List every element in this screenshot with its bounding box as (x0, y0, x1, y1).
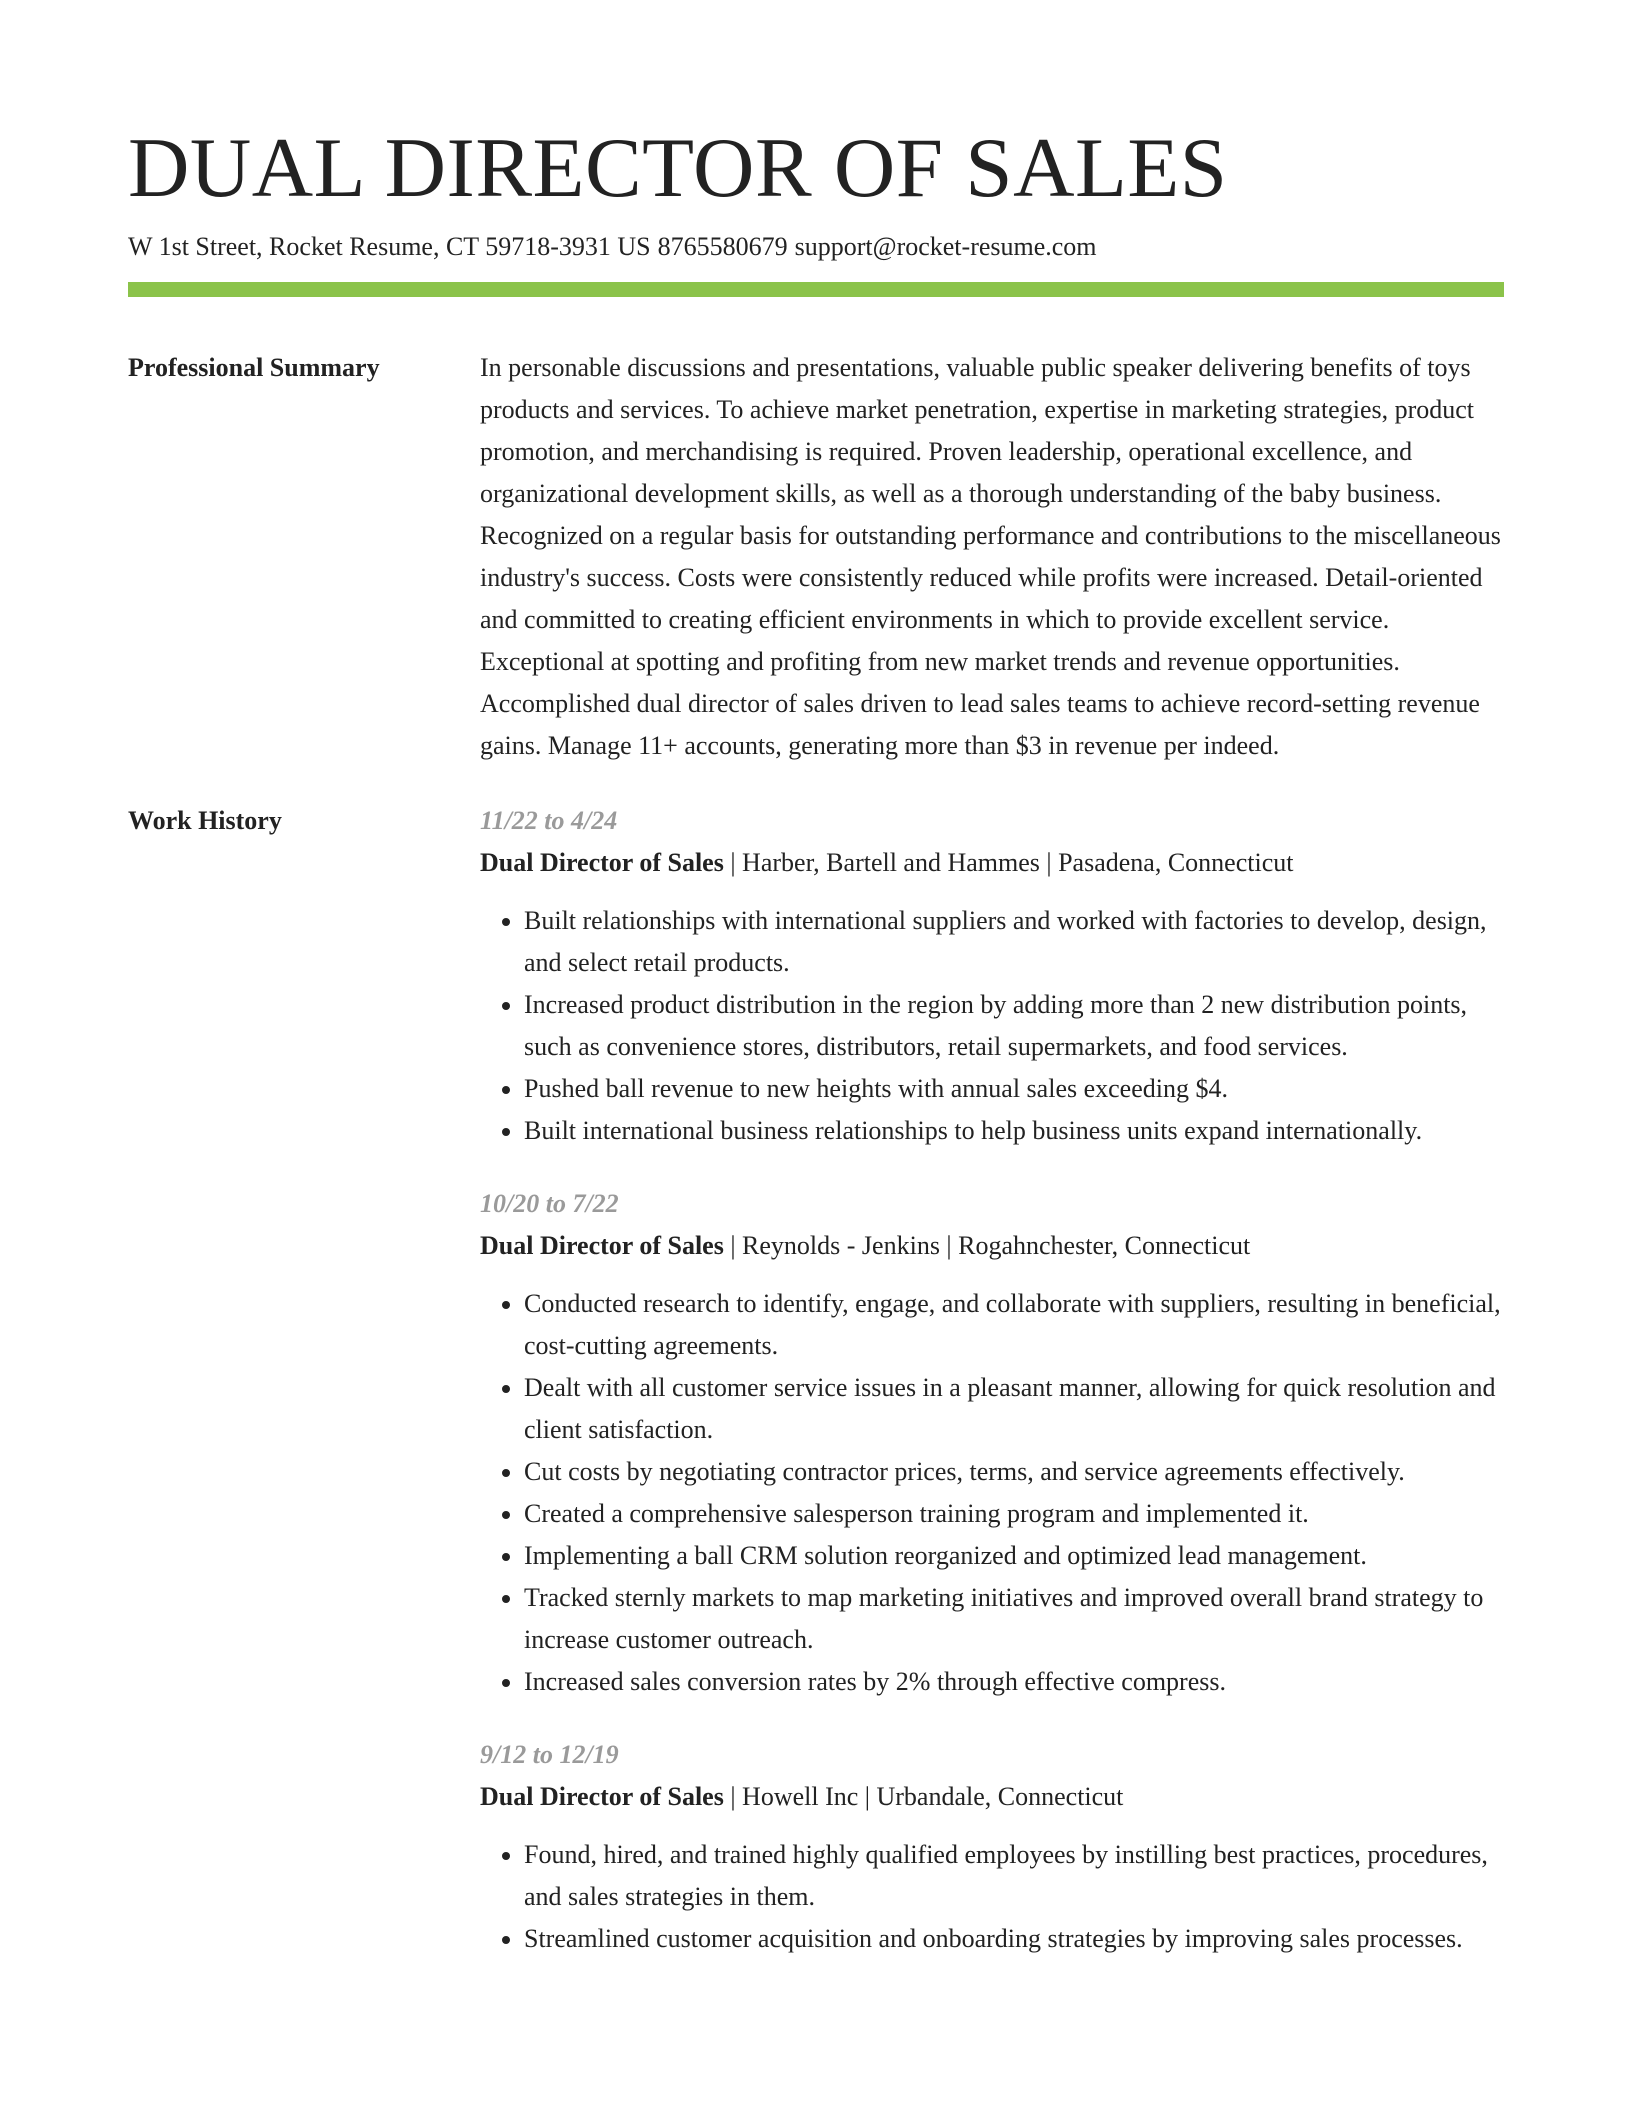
section-label-work-history: Work History (128, 806, 282, 835)
job-bullet: • Pushed ball revenue to new heights with annual sales exceeding $4. (524, 1068, 1504, 1110)
job-bullet: • Cut costs by negotiating contractor prices, terms, and service agreements effectively. (524, 1451, 1504, 1493)
job-bullet: • Conducted research to identify, engage, and collaborate with suppliers, resulting in beneficial, cost-cutting agreements. (524, 1283, 1504, 1367)
job-bullets (480, 1283, 1504, 1703)
accent-divider (128, 282, 1504, 297)
job-title: Dual Director of Sales (480, 848, 724, 877)
job-bullet: • Tracked sternly markets to map marketing initiatives and improved overall brand strategy to increase customer outreach. (524, 1577, 1504, 1661)
job-bullet: • Created a comprehensive salesperson training program and implemented it. (524, 1493, 1504, 1535)
job-bullet: • Increased product distribution in the region by adding more than 2 new distribution points, such as convenience stores, distributors, retail supermarkets, and food services. (524, 984, 1504, 1068)
summary-text: In personable discussions and presentations, valuable public speaker delivering benefits of toys products and services. To achieve market penetration, expertise in marketing strategies, product promotion, and merchandising is required. Proven leadership, operational excellence, and organizational development skills, as well as a thorough understanding of the baby business. Recognized on a regular basis for outstanding performance and contributions to the miscellaneous industry's success. Costs were consistently reduced while profits were increased. Detail-oriented and committed to creating efficient environments in which to provide excellent service. Exceptional at spotting and profiting from new market trends and revenue opportunities. Accomplished dual director of sales driven to lead sales teams to achieve record-setting revenue gains. Manage 11+ accounts, generating more than $3 in revenue per indeed. (480, 353, 1501, 760)
job-bullet: • Increased sales conversion rates by 2% through effective compress. (524, 1661, 1504, 1703)
contact-address: W 1st Street, Rocket Resume, CT 59718-3931 US (128, 232, 651, 261)
job-employer-location: | Reynolds - Jenkins | Rogahnchester, Connecticut (723, 1231, 1251, 1260)
job-dates: 10/20 to 7/22 (480, 1189, 619, 1218)
contact-line (128, 230, 1504, 264)
job-entry (480, 800, 1504, 1152)
job-employer-location: | Howell Inc | Urbandale, Connecticut (723, 1782, 1124, 1811)
job-title: Dual Director of Sales (480, 1231, 724, 1260)
job-heading (480, 1225, 1504, 1267)
job-bullets (480, 1834, 1504, 1960)
job-entry (480, 1734, 1504, 1960)
resume-page (128, 118, 1504, 1960)
job-heading (480, 1776, 1504, 1818)
job-bullet: • Streamlined customer acquisition and onboarding strategies by improving sales processes. (524, 1918, 1504, 1960)
job-bullet: • Built relationships with international suppliers and worked with factories to develop, design, and select retail products. (524, 900, 1504, 984)
professional-summary-section (128, 347, 1504, 767)
contact-email: support@rocket-resume.com (794, 232, 1097, 261)
work-history-section (128, 800, 1504, 1960)
job-dates: 11/22 to 4/24 (480, 806, 618, 835)
job-title: Dual Director of Sales (480, 1782, 724, 1811)
job-entry (480, 1183, 1504, 1703)
job-bullets (480, 900, 1504, 1152)
job-employer-location: | Harber, Bartell and Hammes | Pasadena, Connecticut (723, 848, 1294, 877)
job-bullet: • Dealt with all customer service issues in a pleasant manner, allowing for quick resolution and client satisfaction. (524, 1367, 1504, 1451)
job-heading (480, 842, 1504, 884)
job-bullet: • Found, hired, and trained highly qualified employees by instilling best practices, procedures, and sales strategies in them. (524, 1834, 1504, 1918)
contact-phone: 8765580679 (657, 232, 788, 261)
job-bullet: • Implementing a ball CRM solution reorganized and optimized lead management. (524, 1535, 1504, 1577)
resume-name-heading: DUAL DIRECTOR OF SALES (128, 121, 1228, 215)
section-label-summary: Professional Summary (128, 353, 380, 382)
job-dates: 9/12 to 12/19 (480, 1740, 619, 1769)
job-bullet: • Built international business relationships to help business units expand internationally. (524, 1110, 1504, 1152)
